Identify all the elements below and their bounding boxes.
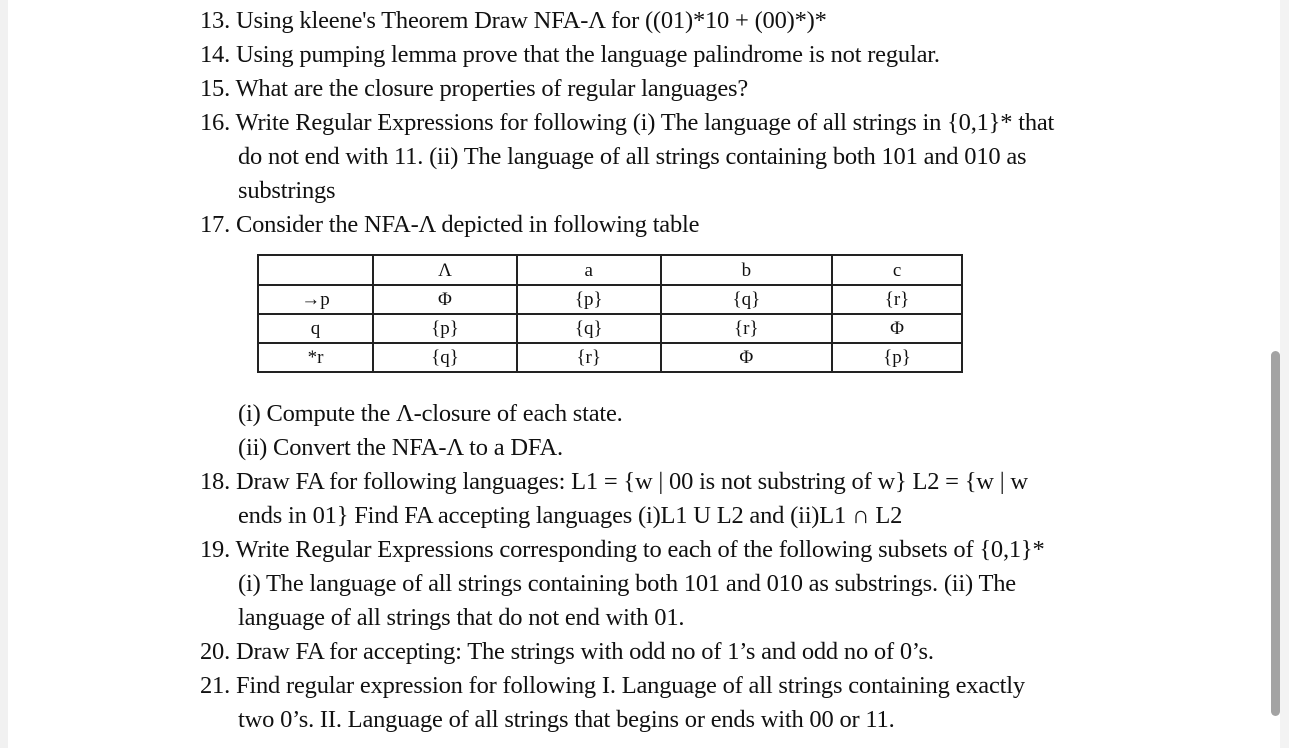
question-18-cont: ends in 01} Find FA accepting languages (i)L1 U L2 and (ii)L1 ∩ L2: [238, 502, 903, 529]
question-16-cont2: substrings: [238, 177, 336, 204]
table-cell: Φ: [832, 314, 962, 343]
question-16-cont: do not end with 11. (ii) The language of all strings containing both 101 and 010 as: [238, 143, 1027, 170]
table-cell: {p}: [517, 285, 661, 314]
table-cell: Λ: [373, 255, 517, 285]
table-cell: Φ: [661, 343, 832, 372]
table-cell: a: [517, 255, 661, 285]
table-cell: {r}: [517, 343, 661, 372]
table-cell: {p}: [832, 343, 962, 372]
table-cell: {p}: [373, 314, 517, 343]
table-cell: [258, 255, 373, 285]
table-row: [258, 285, 962, 314]
table-cell: {q}: [373, 343, 517, 372]
question-19: 19. Write Regular Expressions corresponding to each of the following subsets of {0,1}*: [200, 536, 1045, 563]
scrollbar-thumb[interactable]: [1271, 351, 1280, 716]
table-cell: {r}: [832, 285, 962, 314]
table-cell: →p: [258, 285, 373, 314]
scrollbar-track[interactable]: [1280, 0, 1289, 748]
question-18: 18. Draw FA for following languages: L1 = {w | 00 is not substring of w} L2 = {w | w: [200, 468, 1028, 495]
question-21-cont: two 0’s. II. Language of all strings that begins or ends with 00 or 11.: [238, 706, 895, 733]
question-16: 16. Write Regular Expressions for following (i) The language of all strings in {0,1}* that: [200, 109, 1055, 136]
question-19-cont: (i) The language of all strings containing both 101 and 010 as substrings. (ii) The: [238, 570, 1016, 597]
nfa-transition-table: [257, 254, 963, 373]
table-cell: Φ: [373, 285, 517, 314]
question-21: 21. Find regular expression for following I. Language of all strings containing exactly: [200, 672, 1025, 699]
table-header-row: [258, 255, 962, 285]
question-19-cont2: language of all strings that do not end with 01.: [238, 604, 685, 631]
table-row: [258, 314, 962, 343]
table-cell: {r}: [661, 314, 832, 343]
question-17: 17. Consider the NFA-Λ depicted in following table: [200, 211, 700, 238]
table-cell: *r: [258, 343, 373, 372]
table-cell: q: [258, 314, 373, 343]
question-20: 20. Draw FA for accepting: The strings with odd no of 1’s and odd no of 0’s.: [200, 638, 934, 665]
question-17-part-ii: (ii) Convert the NFA-Λ to a DFA.: [238, 434, 563, 461]
left-margin: [0, 0, 8, 748]
table-row: [258, 343, 962, 372]
question-15: 15. What are the closure properties of regular languages?: [200, 75, 749, 102]
question-13: 13. Using kleene's Theorem Draw NFA-Λ for ((01)*10 + (00)*)*: [200, 7, 827, 34]
table-cell: {q}: [661, 285, 832, 314]
table-cell: {q}: [517, 314, 661, 343]
question-14: 14. Using pumping lemma prove that the language palindrome is not regular.: [200, 41, 940, 68]
table-cell: b: [661, 255, 832, 285]
question-17-part-i: (i) Compute the Λ-closure of each state.: [238, 400, 623, 427]
table-cell: c: [832, 255, 962, 285]
